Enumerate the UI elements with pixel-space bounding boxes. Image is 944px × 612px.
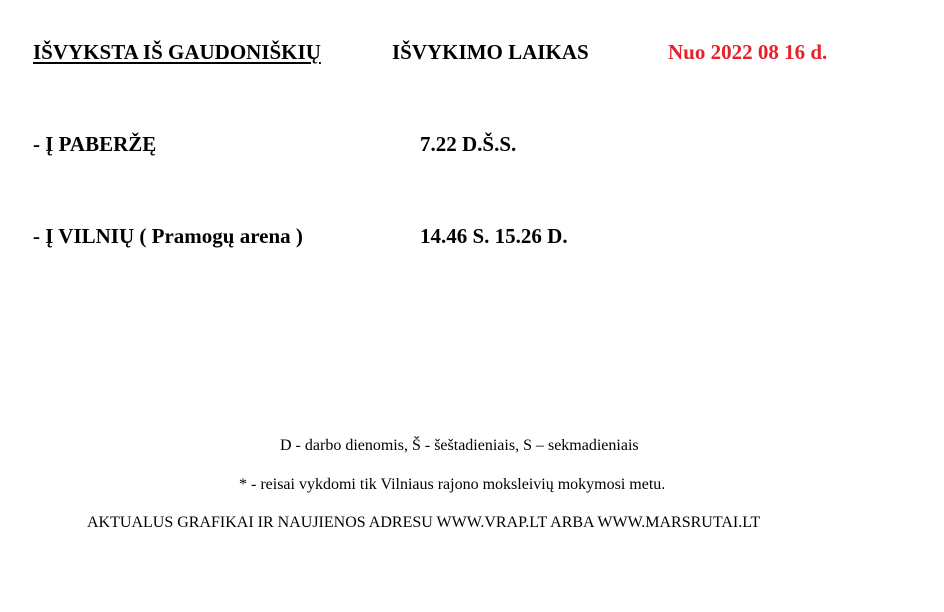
departure-stop-title: IŠVYKSTA IŠ GAUDONIŠKIŲ: [33, 40, 321, 64]
route-times-vilnius: 14.46 S. 15.26 D.: [420, 224, 568, 248]
valid-from-date: Nuo 2022 08 16 d.: [668, 40, 828, 64]
route-times-paberze: 7.22 D.Š.S.: [420, 132, 517, 156]
route-destination-paberze: - Į PABERŽĘ: [33, 132, 157, 156]
school-term-footnote: * - reisai vykdomi tik Vilniaus rajono moksleivių mokymosi metu.: [239, 476, 666, 493]
departure-time-heading: IŠVYKIMO LAIKAS: [392, 40, 589, 64]
day-code-legend: D - darbo dienomis, Š - šeštadieniais, S – sekmadieniais: [280, 437, 639, 454]
route-destination-vilnius: - Į VILNIŲ ( Pramogų arena ): [33, 224, 303, 248]
website-info-notice: AKTUALUS GRAFIKAI IR NAUJIENOS ADRESU WWW.VRAP.LT ARBA WWW.MARSRUTAI.LT: [87, 514, 761, 531]
